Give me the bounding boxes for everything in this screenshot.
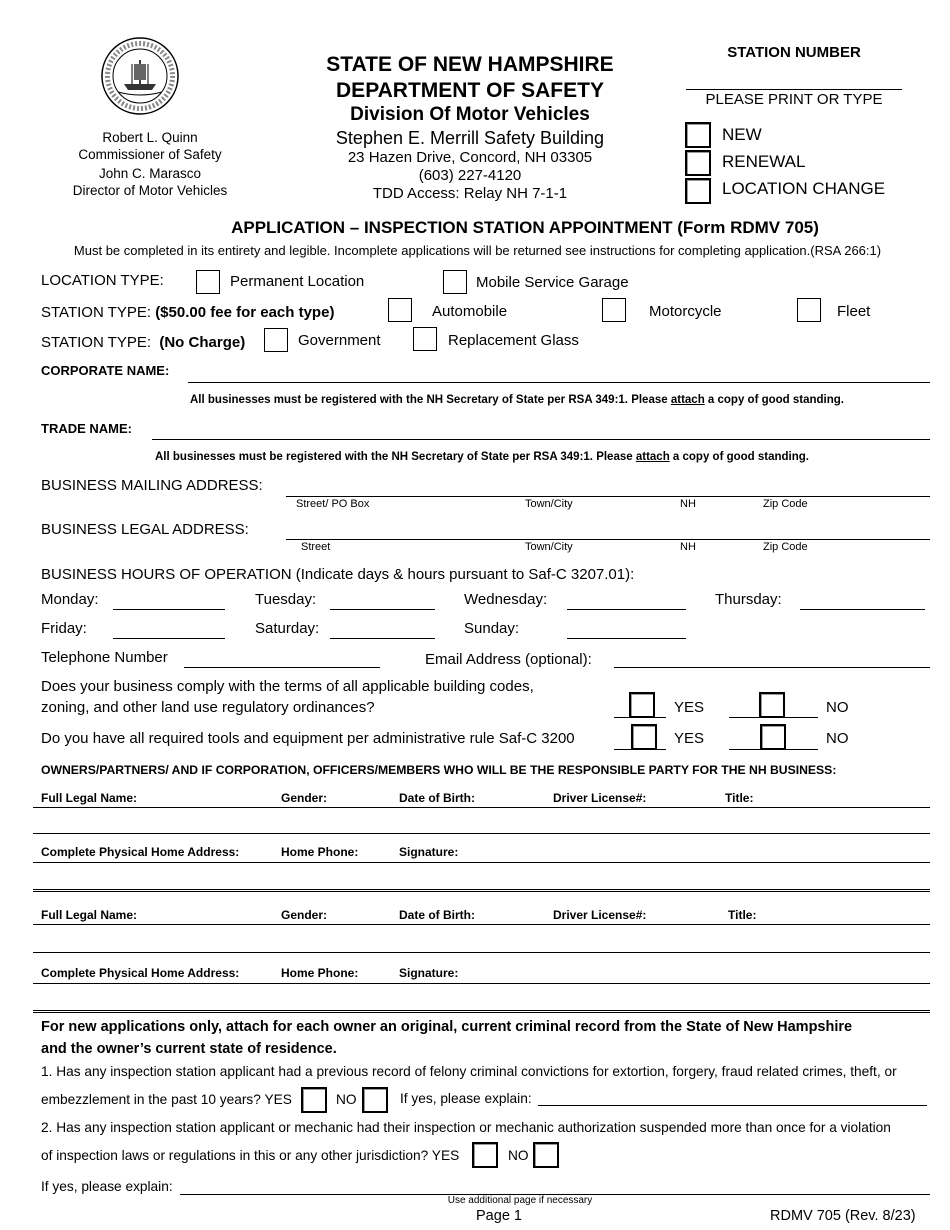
- owners-heading: OWNERS/PARTNERS/ AND IF CORPORATION, OFFICERS/MEMBERS WHO WILL BE THE RESPONSIBLE PARTY FOR THE NH BUSINESS:: [41, 763, 837, 777]
- additional-page-note: Use additional page if necessary: [447, 1195, 593, 1206]
- form-id: RDMV 705 (Rev. 8/23): [770, 1208, 916, 1224]
- owner1-license-label: Driver License#:: [553, 791, 647, 805]
- friday-label: Friday:: [41, 620, 87, 637]
- app-type-location-change-label: LOCATION CHANGE: [722, 179, 886, 198]
- saturday-label: Saturday:: [255, 620, 320, 637]
- legal-address-field[interactable]: [286, 539, 930, 540]
- owner1-phone-label: Home Phone:: [281, 845, 359, 859]
- tools-no-checkbox[interactable]: [760, 724, 786, 750]
- monday-label: Monday:: [41, 591, 99, 608]
- station-type-fee-note: ($50.00 fee for each type): [155, 304, 335, 321]
- division-title: Division Of Motor Vehicles: [350, 104, 590, 125]
- compliance-question-2: Do you have all required tools and equipment per administrative rule Saf-C 3200: [41, 730, 575, 747]
- compliance-question-1-line2: zoning, and other land use regulatory ordinances?: [41, 699, 375, 716]
- form-instructions: Must be completed in its entirety and legible. Incomplete applications will be returned see instructions for completing application.(RSA 266:1): [73, 243, 882, 258]
- corporate-name-field[interactable]: [188, 382, 930, 383]
- hours-label: BUSINESS HOURS OF OPERATION (Indicate days & hours pursuant to Saf-C 3207.01):: [41, 566, 635, 583]
- station-number-label: STATION NUMBER: [727, 44, 861, 61]
- legal-state-sublabel: NH: [680, 541, 696, 553]
- station-type-free-label: STATION TYPE:: [41, 334, 160, 351]
- tuesday-field[interactable]: [330, 609, 435, 610]
- mobile-service-garage-label: Mobile Service Garage: [476, 274, 629, 291]
- codes-no-checkbox[interactable]: [759, 692, 785, 718]
- suspension-yes-checkbox[interactable]: [472, 1142, 498, 1168]
- app-type-new-label: NEW: [722, 125, 762, 144]
- corporate-name-label: CORPORATE NAME:: [41, 363, 170, 378]
- owner1-dob-label: Date of Birth:: [399, 791, 475, 805]
- registration-note-1: All businesses must be registered with the NH Secretary of State per RSA 349:1. Please attach a copy of good standing.: [190, 394, 844, 406]
- thursday-field[interactable]: [800, 609, 925, 610]
- owner1-title-label: Title:: [725, 791, 754, 805]
- mobile-service-garage-checkbox[interactable]: [443, 270, 467, 294]
- automobile-label: Automobile: [432, 303, 508, 320]
- app-type-renewal-label: RENEWAL: [722, 152, 806, 171]
- email-label: Email Address (optional):: [425, 651, 592, 668]
- mailing-state-sublabel: NH: [680, 498, 696, 510]
- trade-name-label: TRADE NAME:: [41, 421, 132, 436]
- app-type-location-change-checkbox[interactable]: [685, 178, 711, 204]
- mailing-street-sublabel: Street/ PO Box: [296, 498, 370, 510]
- owner1-gender-label: Gender:: [281, 791, 328, 805]
- owner2-address-label: Complete Physical Home Address:: [41, 966, 240, 980]
- dmv-phone: (603) 227-4120: [418, 167, 522, 184]
- trade-name-field[interactable]: [152, 439, 930, 440]
- owner1-name-row-field[interactable]: [33, 833, 930, 834]
- state-seal: [100, 36, 180, 116]
- mailing-address-label: BUSINESS MAILING ADDRESS:: [41, 477, 263, 494]
- legal-street-sublabel: Street: [301, 541, 331, 553]
- owner1-signature-label: Signature:: [399, 845, 459, 859]
- owner2-license-label: Driver License#:: [553, 908, 647, 922]
- criminal-question-2-line2: of inspection laws or regulations in this or any other jurisdiction? YES: [41, 1148, 460, 1163]
- automobile-checkbox[interactable]: [388, 298, 412, 322]
- state-title: STATE OF NEW HAMPSHIRE: [326, 53, 614, 76]
- government-label: Government: [298, 332, 381, 349]
- permanent-location-checkbox[interactable]: [196, 270, 220, 294]
- criminal-question-1-line1: 1. Has any inspection station applicant had a previous record of felony criminal convictions for extortion, forgery, fraud related crimes, theft, or: [41, 1064, 897, 1079]
- station-type-free-note: (No Charge): [159, 334, 246, 351]
- legal-town-sublabel: Town/City: [525, 541, 573, 553]
- replacement-glass-checkbox[interactable]: [413, 327, 437, 351]
- app-type-renewal-checkbox[interactable]: [685, 150, 711, 176]
- owner2-signature-label: Signature:: [399, 966, 459, 980]
- wednesday-field[interactable]: [567, 609, 686, 610]
- owner2-phone-label: Home Phone:: [281, 966, 359, 980]
- owner2-gender-label: Gender:: [281, 908, 328, 922]
- sunday-label: Sunday:: [464, 620, 520, 637]
- department-title: DEPARTMENT OF SAFETY: [336, 79, 604, 102]
- legal-address-label: BUSINESS LEGAL ADDRESS:: [41, 521, 249, 538]
- owner2-full-name-label: Full Legal Name:: [41, 908, 138, 922]
- owner2-name-row-field[interactable]: [33, 952, 930, 953]
- tools-no-label: NO: [826, 730, 849, 747]
- permanent-location-label: Permanent Location: [230, 273, 365, 290]
- print-instruction: PLEASE PRINT OR TYPE: [705, 91, 883, 108]
- felony-explain-label: If yes, please explain:: [400, 1091, 532, 1106]
- owner2-title-label: Title:: [728, 908, 757, 922]
- legal-zip-sublabel: Zip Code: [763, 541, 808, 553]
- tools-yes-label: YES: [674, 730, 705, 747]
- monday-field[interactable]: [113, 609, 225, 610]
- telephone-label: Telephone Number: [41, 649, 168, 666]
- telephone-field[interactable]: [184, 667, 380, 668]
- owner1-address-label: Complete Physical Home Address:: [41, 845, 240, 859]
- owner2-dob-label: Date of Birth:: [399, 908, 475, 922]
- owner-separator: [33, 889, 930, 895]
- tuesday-label: Tuesday:: [255, 591, 317, 608]
- felony-explain-field[interactable]: [538, 1105, 927, 1106]
- felony-no-label: NO: [336, 1092, 357, 1107]
- tdd-access: TDD Access: Relay NH 7-1-1: [372, 185, 568, 202]
- mailing-zip-sublabel: Zip Code: [763, 498, 808, 510]
- form-title: APPLICATION – INSPECTION STATION APPOINTMENT (Form RDMV 705): [231, 218, 819, 237]
- app-type-new-checkbox[interactable]: [685, 122, 711, 148]
- owner1-full-name-label: Full Legal Name:: [41, 791, 138, 805]
- building-name: Stephen E. Merrill Safety Building: [335, 128, 605, 148]
- fleet-label: Fleet: [837, 303, 871, 320]
- commissioner-name: Robert L. Quinn: [102, 130, 198, 145]
- page-number: Page 1: [476, 1208, 522, 1224]
- criminal-heading-line2: and the owner’s current state of residence.: [41, 1041, 337, 1057]
- station-type-fee-label: STATION TYPE:: [41, 304, 156, 321]
- director-name: John C. Marasco: [98, 166, 202, 181]
- suspension-explain-label: If yes, please explain:: [41, 1179, 173, 1194]
- criminal-question-2-line1: 2. Has any inspection station applicant or mechanic had their inspection or mechanic authorization suspended more than once for a violation: [41, 1120, 891, 1135]
- codes-yes-checkbox[interactable]: [629, 692, 655, 718]
- wednesday-label: Wednesday:: [464, 591, 548, 608]
- commissioner-title: Commissioner of Safety: [78, 147, 222, 162]
- criminal-question-1-line2: embezzlement in the past 10 years? YES: [41, 1092, 292, 1107]
- registration-note-2: All businesses must be registered with the NH Secretary of State per RSA 349:1. Please attach a copy of good standing.: [155, 451, 809, 463]
- felony-no-checkbox[interactable]: [362, 1087, 388, 1113]
- location-type-label: LOCATION TYPE:: [41, 272, 164, 289]
- felony-yes-checkbox[interactable]: [301, 1087, 327, 1113]
- director-title: Director of Motor Vehicles: [72, 183, 228, 198]
- government-checkbox[interactable]: [264, 328, 288, 352]
- codes-yes-label: YES: [674, 699, 705, 716]
- codes-no-label: NO: [826, 699, 849, 716]
- fleet-checkbox[interactable]: [797, 298, 821, 322]
- friday-field[interactable]: [113, 638, 225, 639]
- saturday-field[interactable]: [330, 638, 435, 639]
- motorcycle-checkbox[interactable]: [602, 298, 626, 322]
- compliance-question-1-line1: Does your business comply with the terms of all applicable building codes,: [41, 678, 534, 695]
- mailing-address-field[interactable]: [286, 496, 930, 497]
- mailing-town-sublabel: Town/City: [525, 498, 573, 510]
- tools-yes-checkbox[interactable]: [631, 724, 657, 750]
- owner-section-end: [33, 1010, 930, 1016]
- suspension-no-checkbox[interactable]: [533, 1142, 559, 1168]
- motorcycle-label: Motorcycle: [649, 303, 722, 320]
- dmv-address: 23 Hazen Drive, Concord, NH 03305: [347, 149, 593, 166]
- email-field[interactable]: [614, 667, 930, 668]
- sunday-field[interactable]: [567, 638, 686, 639]
- suspension-no-label: NO: [508, 1148, 529, 1163]
- thursday-label: Thursday:: [715, 591, 782, 608]
- station-number-field[interactable]: [686, 89, 902, 90]
- criminal-heading-line1: For new applications only, attach for each owner an original, current criminal record from the State of New Hampshire: [41, 1019, 853, 1035]
- replacement-glass-label: Replacement Glass: [448, 332, 579, 349]
